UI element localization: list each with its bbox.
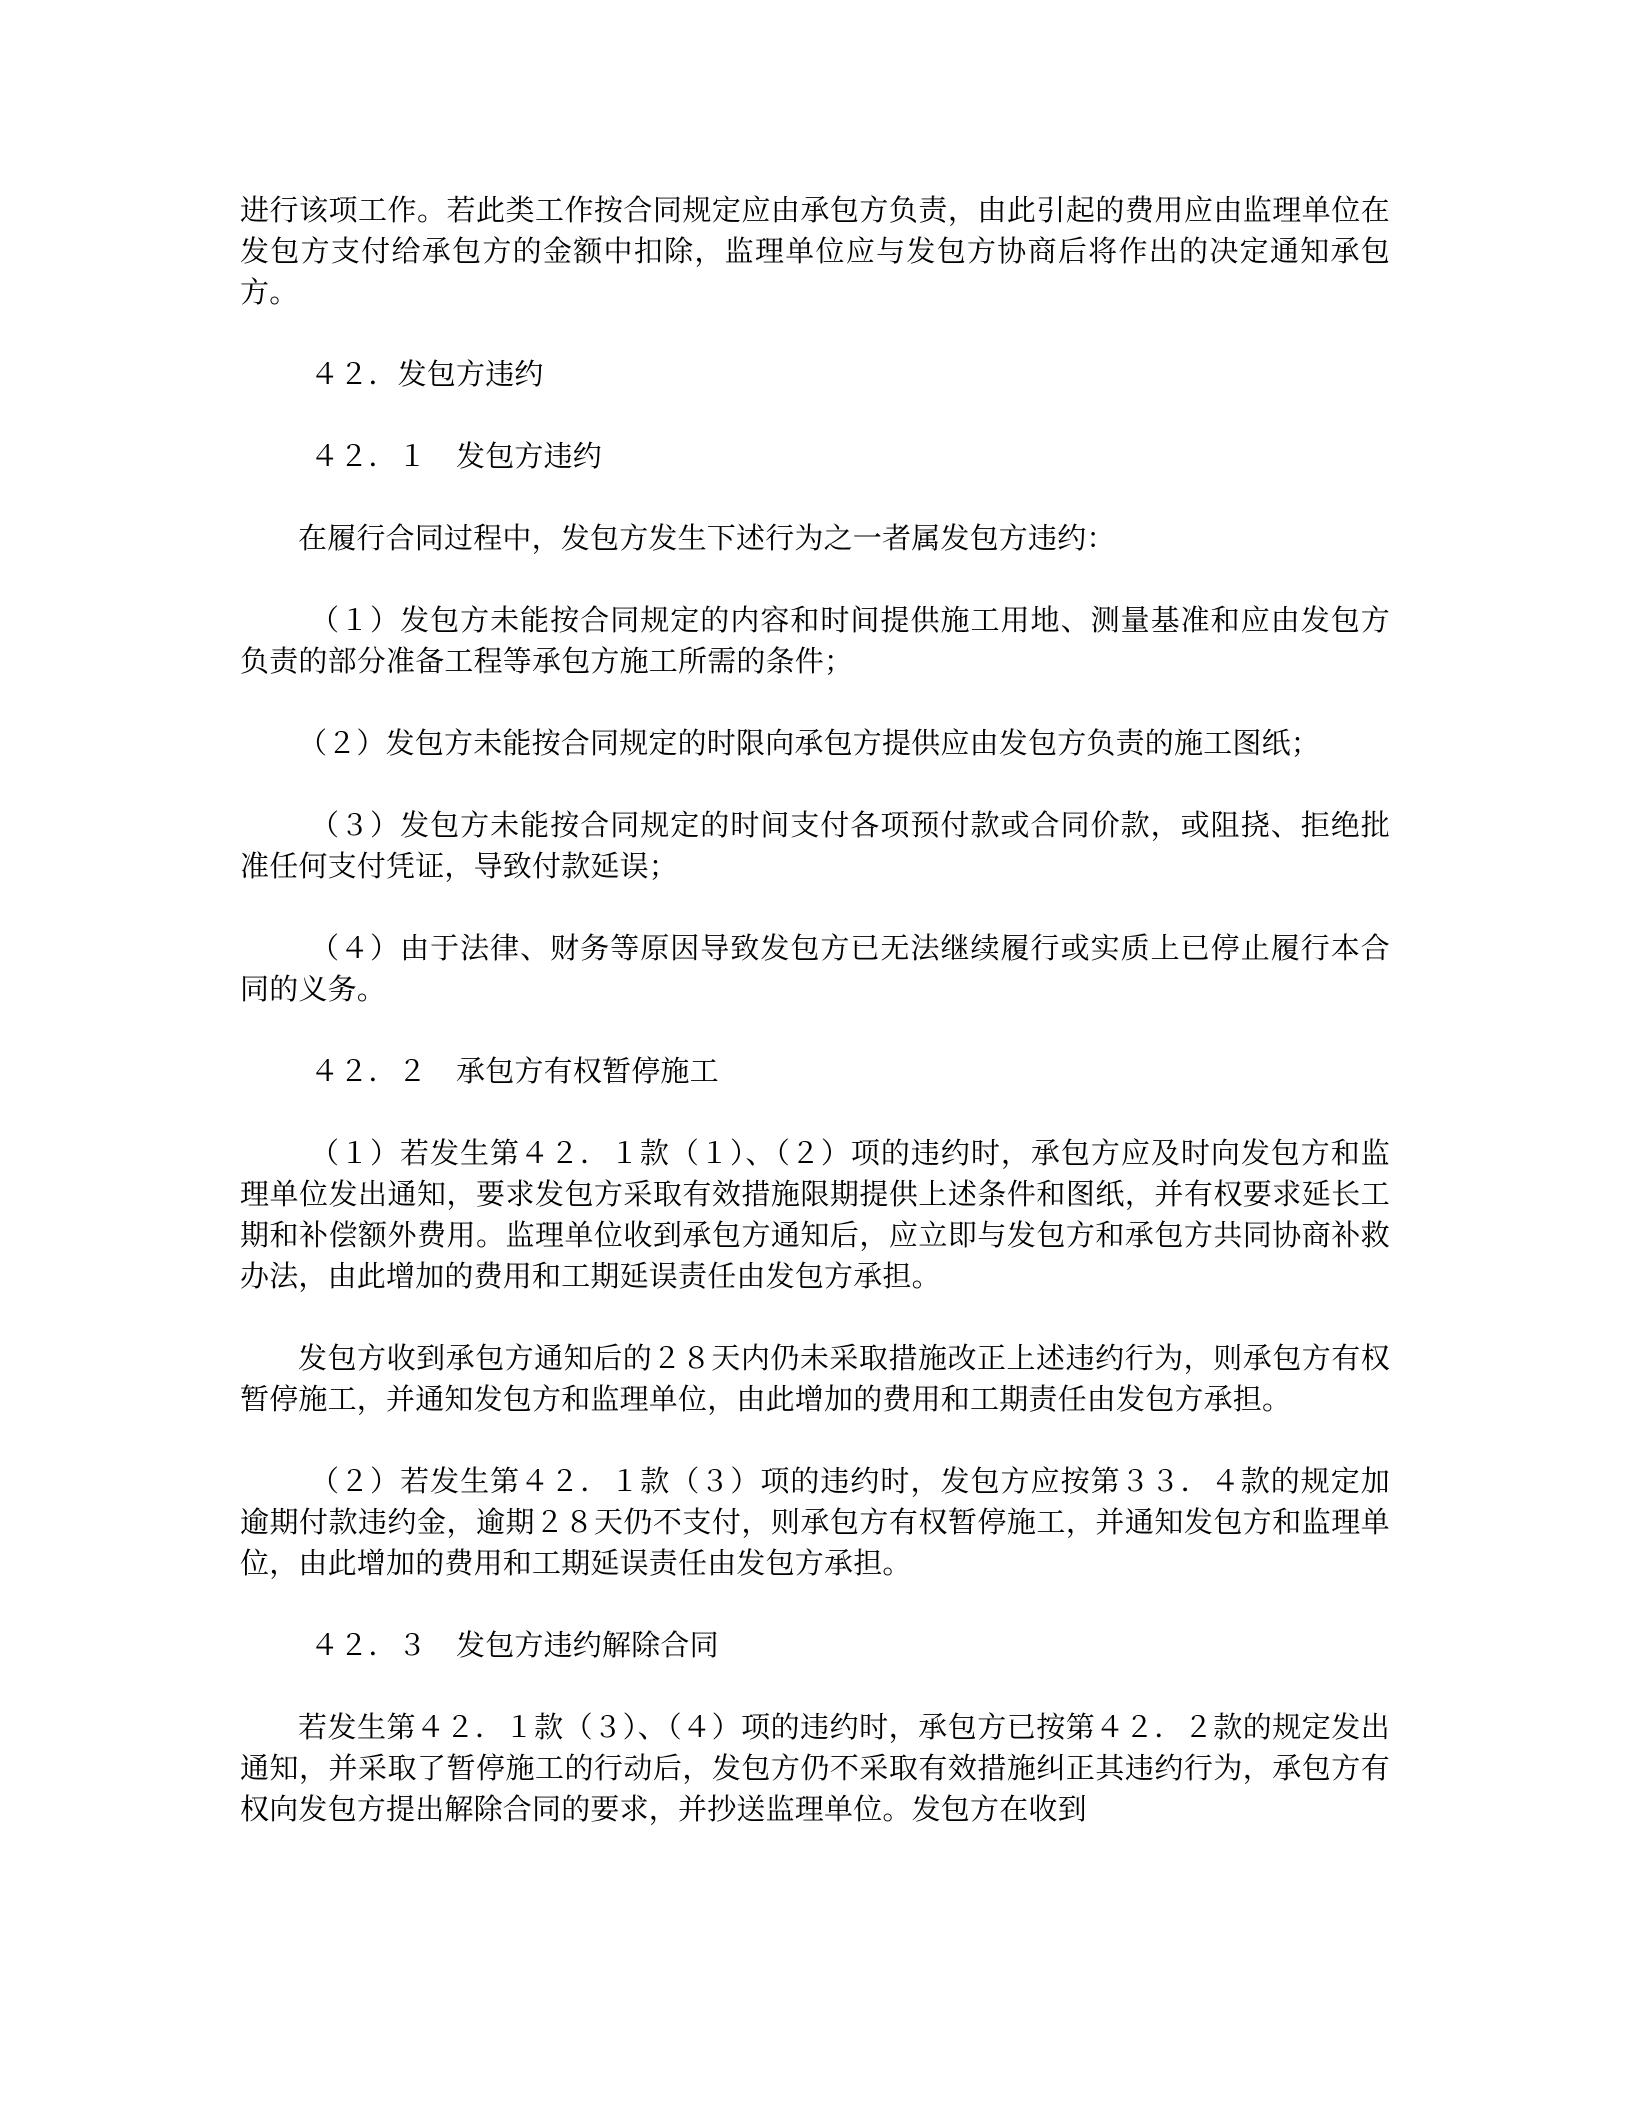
list-item-1: （１）发包方未能按合同规定的内容和时间提供施工用地、测量基准和应由发包方负责的部分准备工程等承包方施工所需的条件； [240, 603, 1390, 678]
list-item-2: （２）发包方未能按合同规定的时限向承包方提供应由发包方负责的施工图纸； [298, 726, 1321, 760]
section-heading-42: ４２．发包方违约 [310, 357, 544, 391]
list-item-suspend-1: （１）若发生第４２．１款（１）、（２）项的违约时，承包方应及时向发包方和监理单位发出通知，要求发包方采取有效措施限期提供上述条件和图纸，并有权要求延长工期和补偿额外费用。监理单位收到承包方通知后，应立即与发包方和承包方共同协商补救办法，由此增加的费用和工期延误责任由发包方承担。 [240, 1136, 1390, 1293]
paragraph-intro: 在履行合同过程中，发包方发生下述行为之一者属发包方违约： [298, 521, 1116, 555]
paragraph-suspend-notice: 发包方收到承包方通知后的２８天内仍未采取措施改正上述违约行为，则承包方有权暂停施工，并通知发包方和监理单位，由此增加的费用和工期责任由发包方承担。 [240, 1341, 1390, 1416]
list-item-suspend-2: （２）若发生第４２．１款（３）项的违约时，发包方应按第３３．４款的规定加逾期付款违约金，逾期２８天仍不支付，则承包方有权暂停施工，并通知发包方和监理单位，由此增加的费用和工期延误责任由发包方承担。 [240, 1464, 1390, 1580]
document-page [240, 190, 1390, 1830]
list-item-3: （３）发包方未能按合同规定的时间支付各项预付款或合同价款，或阻挠、拒绝批准任何支付凭证，导致付款延误； [240, 808, 1390, 883]
section-heading-42-3: ４２．３ 发包方违约解除合同 [310, 1628, 719, 1662]
paragraph-termination: 若发生第４２．１款（３）、（４）项的违约时，承包方已按第４２．２款的规定发出通知，并采取了暂停施工的行动后，发包方仍不采取有效措施纠正其违约行为，承包方有权向发包方提出解除合同的要求，并抄送监理单位。发包方在收到 [240, 1710, 1390, 1826]
list-item-4: （４）由于法律、财务等原因导致发包方已无法继续履行或实质上已停止履行本合同的义务。 [240, 931, 1390, 1006]
section-heading-42-2: ４２．２ 承包方有权暂停施工 [310, 1054, 719, 1088]
section-heading-42-1: ４２．１ 发包方违约 [310, 439, 603, 473]
paragraph-continued: 进行该项工作。若此类工作按合同规定应由承包方负责，由此引起的费用应由监理单位在发包方支付给承包方的金额中扣除，监理单位应与发包方协商后将作出的决定通知承包方。 [240, 193, 1390, 309]
